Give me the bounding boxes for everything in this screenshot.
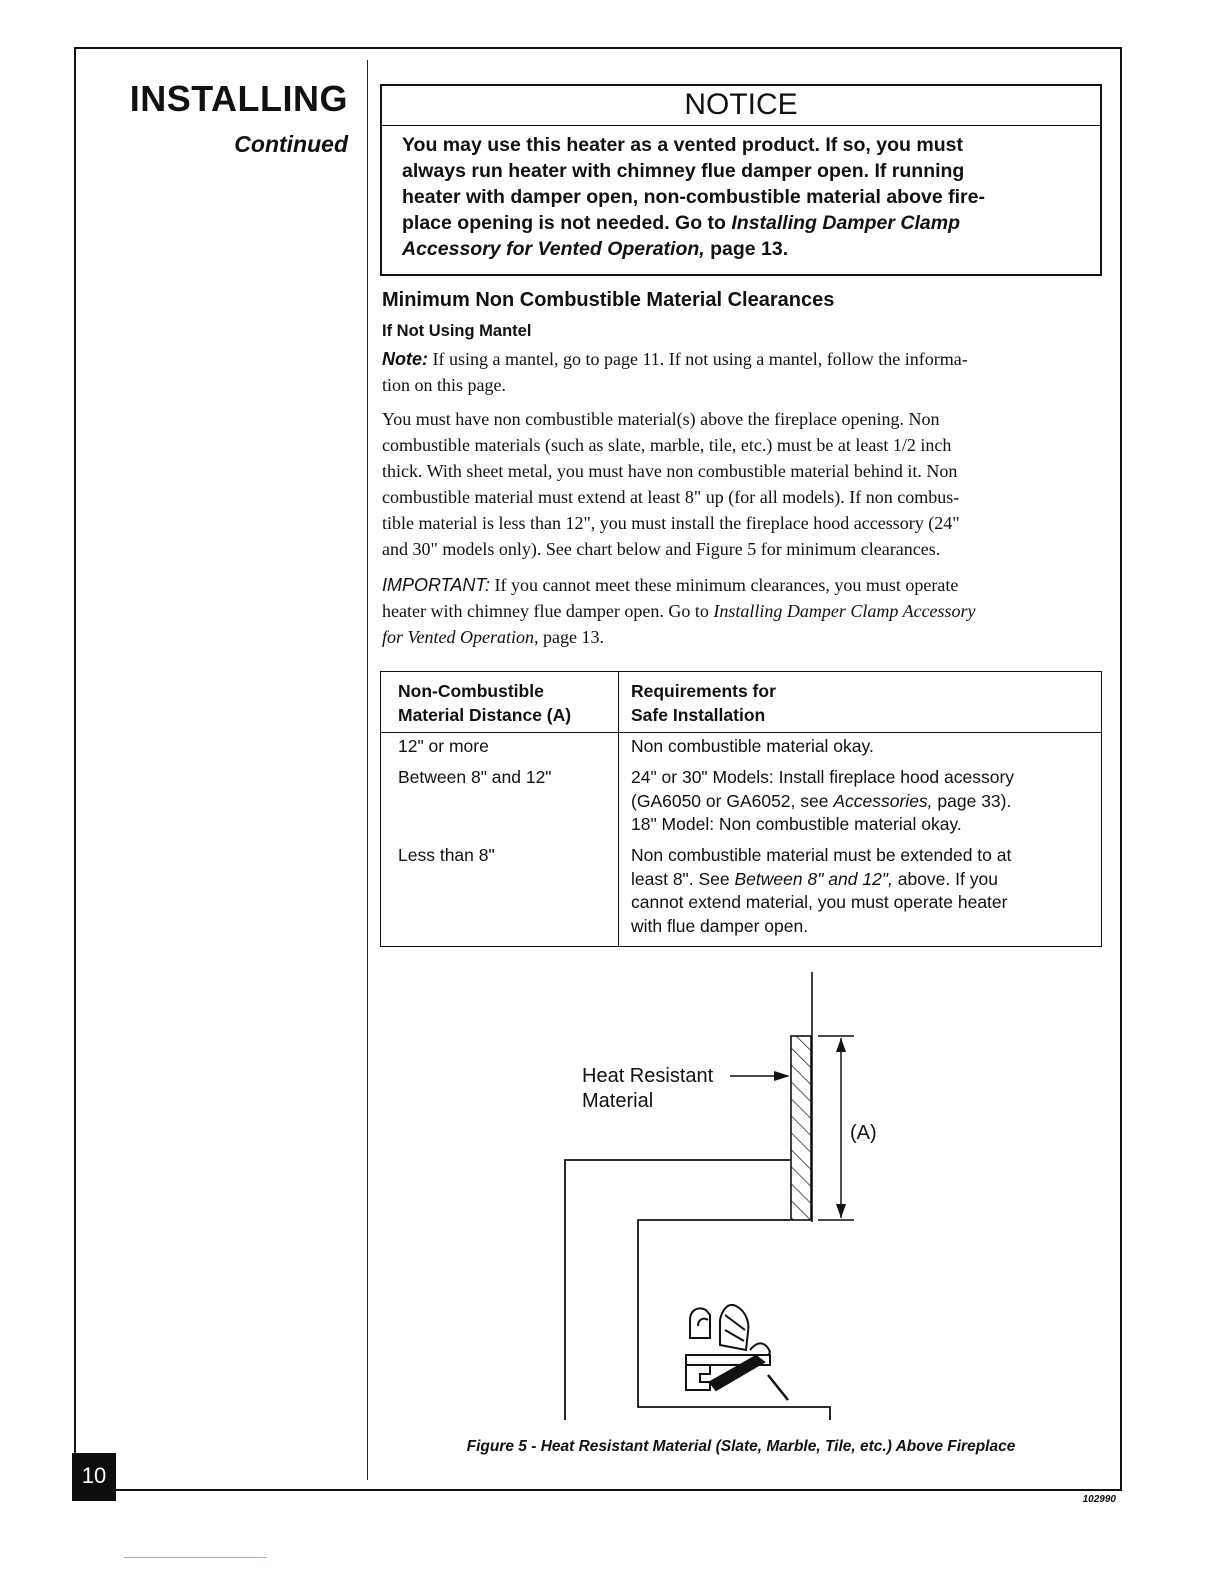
document-code: 102990 [1082,1494,1116,1505]
notice-line: heater with damper open, non-combustible material above fire- [402,186,985,208]
heat-resistant-material [791,1036,811,1220]
table-column-divider [618,672,619,946]
notice-text: page 13. [704,238,789,260]
log-set-icon [686,1305,788,1400]
clearances-heading: Minimum Non Combustible Material Clearances [382,289,835,311]
table-header-distance [398,680,571,727]
requirement-line: Non combustible material must be extended to at [631,845,1012,865]
fireplace-diagram-svg [560,970,880,1440]
table-cell-requirement [631,735,874,759]
important-line [382,624,1102,650]
important-line [382,598,1102,624]
important-link-text: for Vented Operation, [382,627,539,647]
table-cell-distance: Less than 8" [398,845,495,865]
requirement-text: above. If you [892,868,998,889]
dimension-arrow-bottom [836,1204,846,1218]
requirement-line [631,868,1011,892]
table-cell-requirement [631,844,1011,938]
section-title: INSTALLING [129,78,348,119]
figure-caption: Figure 5 - Heat Resistant Material (Slate, Marble, Tile, etc.) Above Fireplace [466,1438,1016,1455]
scan-artifact-line [124,1557,267,1558]
requirement-line: with flue damper open. [631,915,809,936]
body-paragraph [382,406,1102,562]
notice-line: You may use this heater as a vented product. If so, you must [402,134,963,156]
table-header-divider [381,732,1101,733]
label-line: Material [582,1090,654,1112]
notice-link-text: Installing Damper Clamp [731,212,960,234]
requirement-line: cannot extend material, you must operate heater [631,892,1008,912]
table-cell-distance: Between 8" and 12" [398,767,552,787]
label-arrowhead [774,1071,790,1081]
dimension-arrow-top [836,1038,846,1052]
note-paragraph [382,346,1102,398]
notice-body [382,126,1100,262]
important-label: IMPORTANT: [382,575,490,595]
notice-line: always run heater with chimney flue damper open. If running [402,160,965,182]
body-line: combustible materials (such as slate, marble, tile, etc.) must be at least 1/2 inch [382,435,952,455]
label-line: Heat Resistant [582,1065,714,1087]
notice-title: NOTICE [382,88,1100,126]
note-label: Note: [382,349,428,369]
notice-line [402,210,1080,236]
table-cell-distance: 12" or more [398,736,489,756]
table-header-requirements [631,680,776,727]
requirements-table [380,671,1102,947]
section-subtitle: Continued [234,131,348,157]
important-link-text: Installing Damper Clamp Accessory [713,601,976,621]
figure-5-diagram [560,970,880,1440]
page-number: 10 [72,1453,116,1501]
dimension-a-label: (A) [850,1122,877,1144]
requirement-line: 24" or 30" Models: Install fireplace hood acessory [631,767,1015,787]
notice-box [380,84,1102,276]
requirement-text: page 33). [932,790,1012,811]
important-text: page 13. [538,627,604,647]
body-line: thick. With sheet metal, you must have non combustible material behind it. Non [382,461,958,481]
important-line [382,572,1102,598]
clearances-subheading: If Not Using Mantel [382,322,532,340]
body-line: combustible material must extend at least 8" up (for all models). If non combus- [382,487,960,507]
header-line: Material Distance (A) [398,704,572,725]
requirement-italic: Between 8" and 12", [734,868,893,889]
requirement-text: (GA6050 or GA6052, see [631,790,834,811]
header-line: Safe Installation [631,704,766,725]
bottom-rule [74,1489,1120,1491]
body-line: and 30" models only). See chart below and Figure 5 for minimum clearances. [382,539,941,559]
requirement-line: Non combustible material okay. [631,736,874,756]
important-text: heater with chimney flue damper open. Go to [382,601,714,621]
note-line [382,346,1102,372]
mantel-outline [565,1160,790,1420]
notice-link-text: Accessory for Vented Operation, [402,238,705,260]
requirement-line [631,790,1014,814]
requirement-italic: Accessories, [833,790,933,811]
notice-text: place opening is not needed. Go to [402,212,732,234]
important-paragraph [382,572,1102,650]
important-text: If you cannot meet these minimum clearances, you must operate [490,575,959,595]
table-cell-requirement [631,766,1014,837]
header-line: Requirements for [631,681,776,701]
heat-resistant-label [582,1064,713,1114]
requirement-text: least 8". See [631,868,735,889]
notice-line [402,236,1080,262]
column-divider [367,60,368,1480]
header-line: Non-Combustible [398,681,544,701]
note-text: If using a mantel, go to page 11. If not using a mantel, follow the informa- [428,349,968,369]
note-line: tion on this page. [382,375,506,395]
requirement-line: 18" Model: Non combustible material okay. [631,814,962,834]
body-line: You must have non combustible material(s) above the fireplace opening. Non [382,409,940,429]
body-line: tible material is less than 12", you must install the fireplace hood accessory (24" [382,513,960,533]
